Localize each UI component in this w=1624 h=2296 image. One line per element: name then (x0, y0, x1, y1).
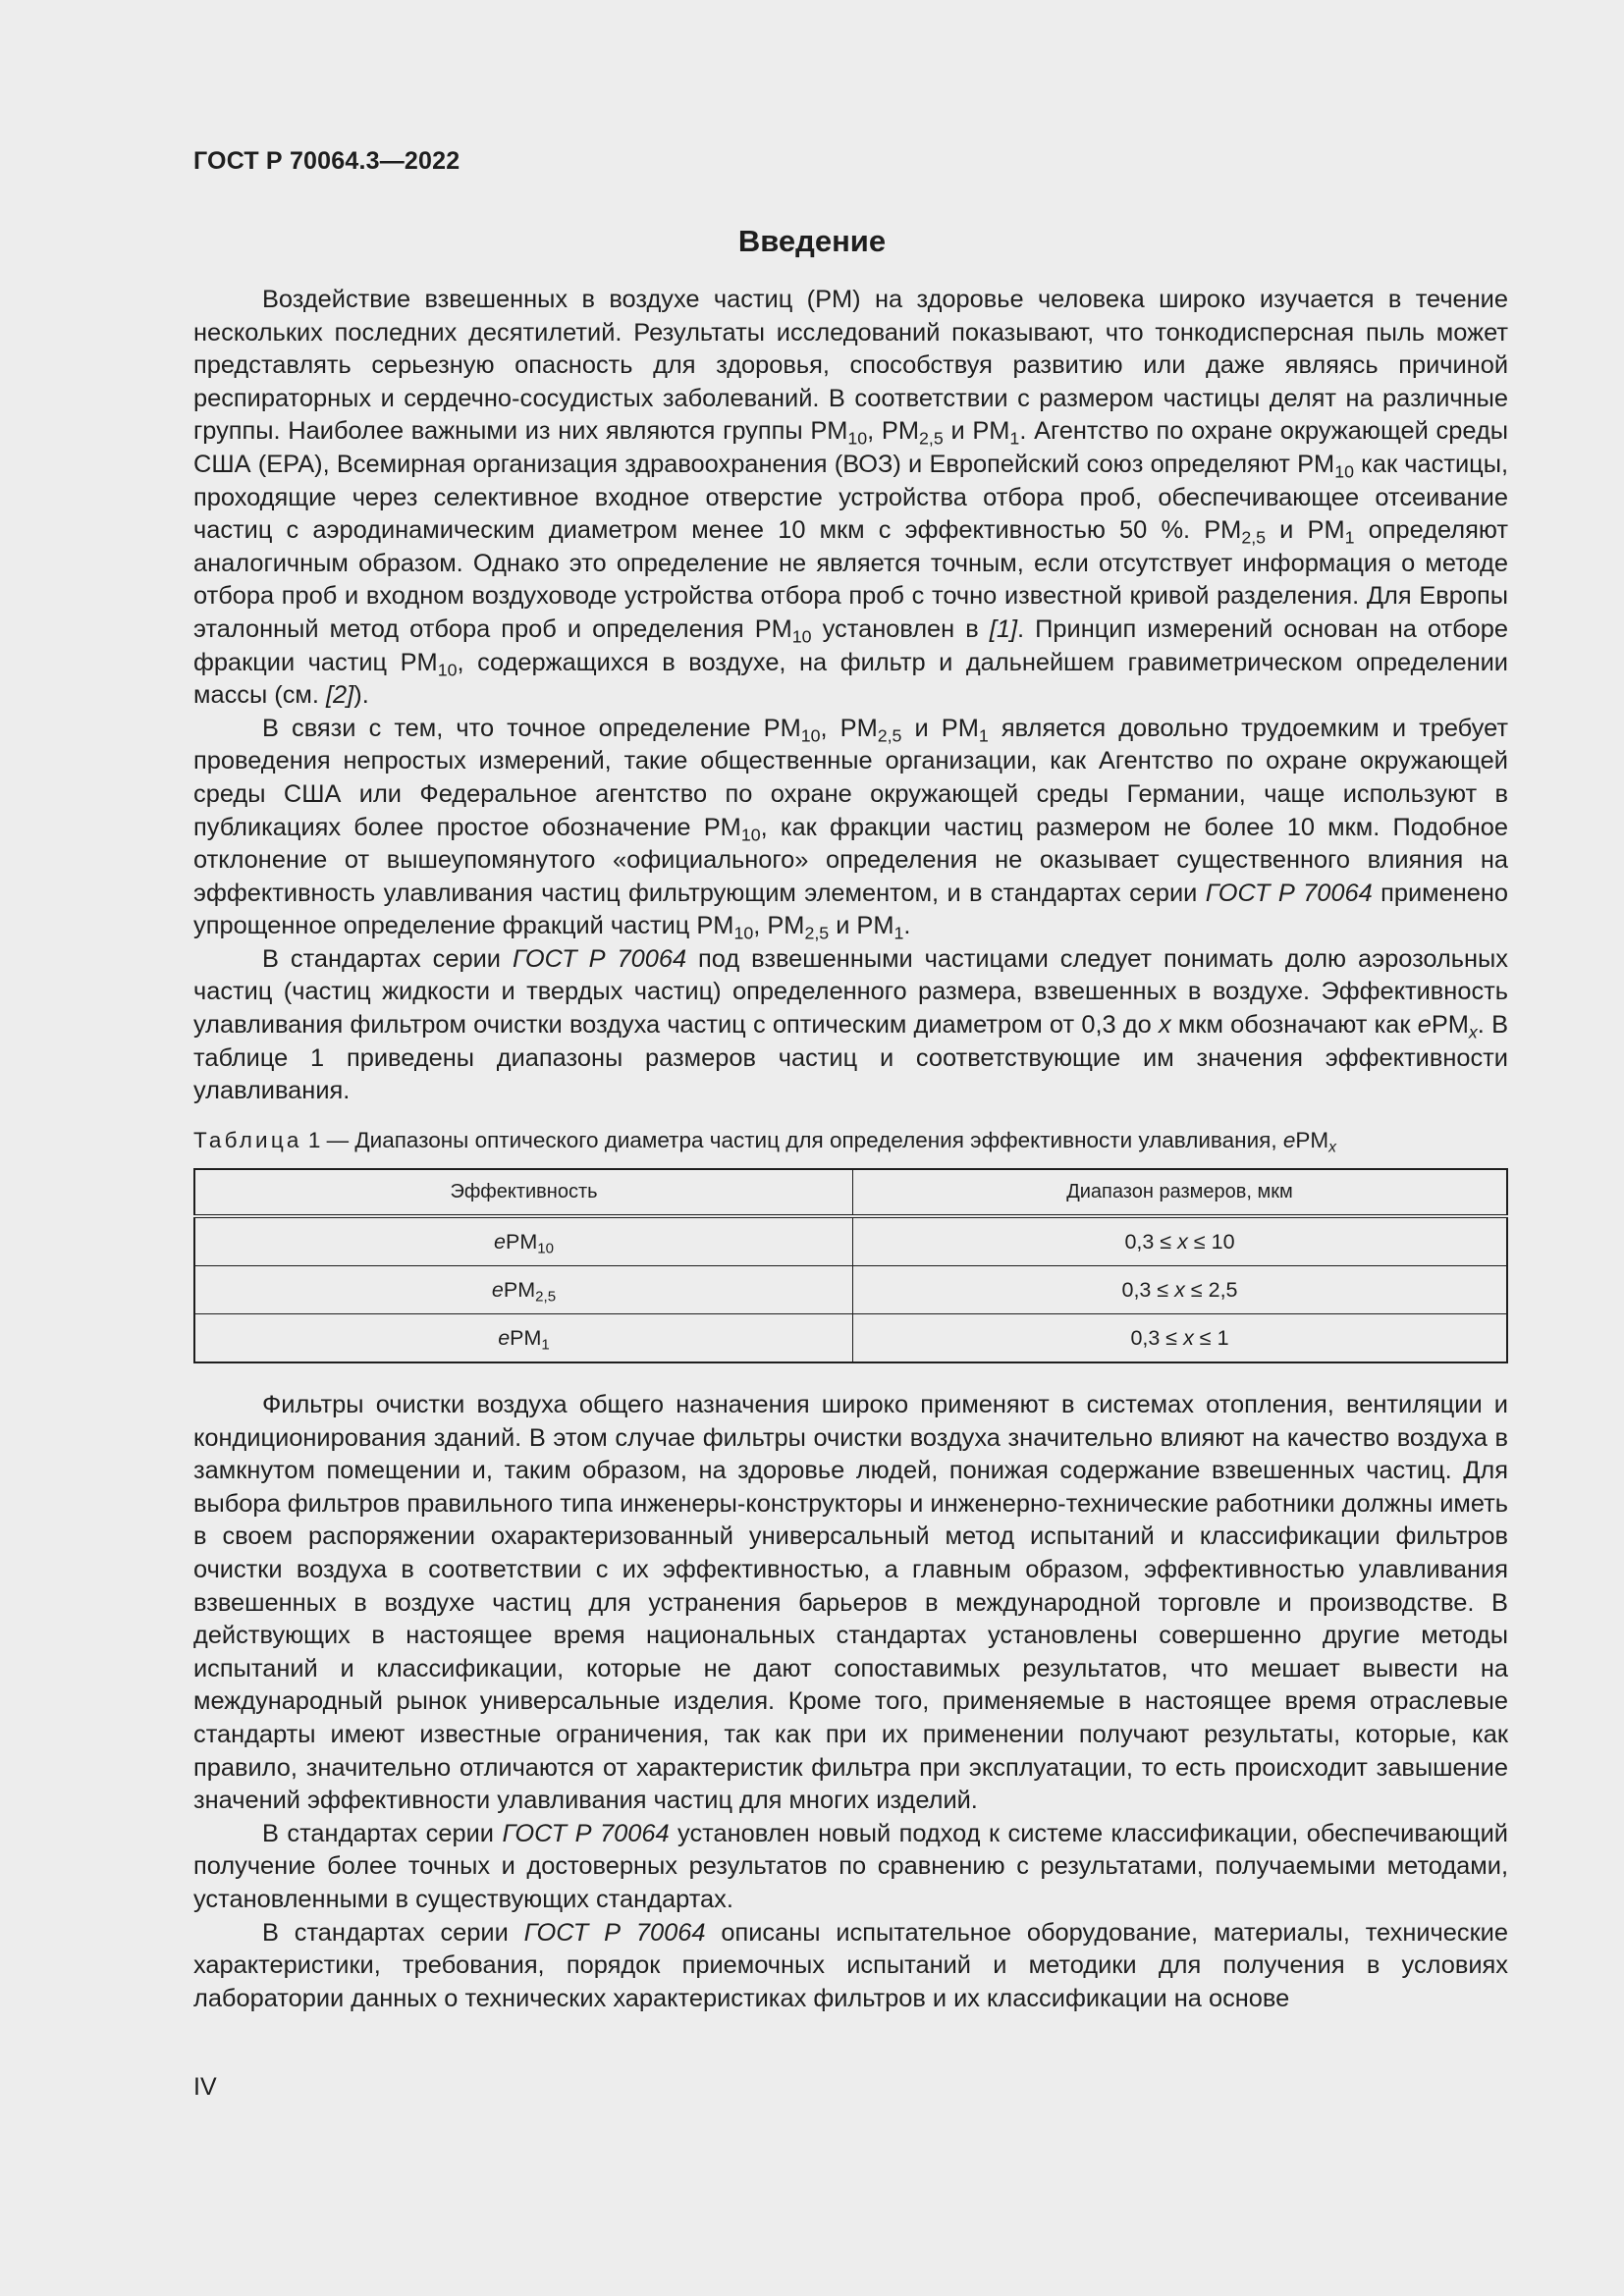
reference-1: [1] (989, 614, 1018, 643)
paragraph-5: В стандартах серии ГОСТ Р 70064 установлен новый подход к системе классификации, обеспечивающий получение более точных и достоверных результатов по сравнению с результатами, получаемыми методами, установленными в существующих стандартах. (193, 1819, 1508, 1913)
table-header-row (194, 1169, 1507, 1216)
intro-text-top (193, 284, 1508, 1108)
section-title: Введение (737, 224, 887, 258)
table-cell-range: 0,3 ≤ x ≤ 1 (853, 1314, 1508, 1363)
column-header-size-range: Диапазон размеров, мкм (853, 1169, 1508, 1216)
paragraph-1: Воздействие взвешенных в воздухе частиц (PM) на здоровье человека широко изучается в течение нескольких последних десятилетий. Результаты исследований показывают, что тонкодисперсная пыль может представлять серьезную опасность для здоровья, способствуя развитию или даже являясь причиной респираторных и сердечно-сосудистых заболеваний. В соответствии с размером частицы делят на различные группы. Наиболее важными из них являются группы $PM_{10}$, $PM_{2,5}$ и $PM_1$. Агентство по охране окружающей среды США (EPA), Всемирная организация здравоохранения (ВОЗ) и Европейский союз определяют $PM_{10}$ как частицы, проходящие через селективное входное отверстие устройства отбора проб, обеспечивающее отсеивание частиц с аэродинамическим диаметром менее 10 мкм с эффективностью 50 %. $PM_{2,5}$ и $PM_1$ определяют аналогичным образом. Однако это определение не является точным, если отсутствует информация о методе отбора проб и входном воздуховоде устройства отбора проб с точно известной кривой разделения. Для Европы эталонный метод отбора проб и определения $PM_{10}$ установлен в [1]. Принцип измерений основан на отборе фракции частиц $PM_{10}$, содержащихся в воздухе, на фильтр и дальнейшем гравиметрическом определении массы (см. [2]). (193, 286, 1509, 710)
intro-text-bottom (193, 1389, 1508, 2015)
table-cell-efficiency: ePM$_1$ (194, 1314, 853, 1363)
table-row (194, 1216, 1507, 1266)
paragraph-4: Фильтры очистки воздуха общего назначения широко применяют в системах отопления, вентиляции и кондиционирования зданий. В этом случае фильтры очистки воздуха значительно влияют на качество воздуха в замкнутом помещении и, таким образом, на здоровье людей, понижая содержание взвешенных частиц. Для выбора фильтров правильного типа инженеры-конструкторы и инженерно-технические работники должны иметь в своем распоряжении охарактеризованный универсальный метод испытаний и классификации фильтров очистки воздуха в соответствии с их эффективностью, а главным образом, эффективностью улавливания взвешенных в воздухе частиц для устранения барьеров в международной торговле и производстве. В действующих в настоящее время национальных стандартах установлены совершенно другие методы испытаний и классификации, которые не дают сопоставимых результатов, что мешает вывести на международный рынок универсальные изделия. Кроме того, применяемые в настоящее время отраслевые стандарты имеют известные ограничения, так как при их применении получают результаты, которые, как правило, значительно отличаются от характеристик фильтра при эксплуатации, то есть происходит завышение значений эффективности улавливания частиц для многих изделий. (193, 1391, 1508, 1815)
paragraph-3: В стандартах серии ГОСТ Р 70064 под взвешенными частицами следует понимать долю аэрозольных частиц (частиц жидкости и твердых частиц) определенного размера, взвешенных в воздухе. Эффективность улавливания фильтром очистки воздуха частиц с оптическим диаметром от 0,3 до x мкм обозначают как ePM$_x$. В таблице 1 приведены диапазоны размеров частиц и соответствующие им значения эффективности улавливания. (193, 944, 1509, 1105)
table-caption: Таблица 1 — Диапазоны оптического диаметра частиц для определения эффективности улавливания, ePM$_x$ (193, 1128, 1336, 1156)
table-cell-efficiency: ePM$_{2,5}$ (194, 1266, 853, 1314)
document-header: ГОСТ Р 70064.3—2022 (193, 147, 460, 175)
table-row (194, 1266, 1507, 1314)
efficiency-table (193, 1168, 1508, 1363)
table-cell-efficiency: ePM$_{10}$ (194, 1216, 853, 1266)
paragraph-2: В связи с тем, что точное определение $PM_{10}$, $PM_{2,5}$ и $PM_1$ является довольно трудоемким и требует проведения непростых измерений, такие общественные организации, как Агентство по охране окружающей среды США или Федеральное агентство по охране окружающей среды Германии, чаще используют в публикациях более простое обозначение $PM_{10}$, как фракции частиц размером не более 10 мкм. Подобное отклонение от вышеупомянутого «официального» определения не оказывает существенного влияния на эффективность улавливания частиц фильтрующим элементом, и в стандартах серии ГОСТ Р 70064 применено упрощенное определение фракций частиц $PM_{10}$, $PM_{2,5}$ и $PM_1$. (193, 714, 1509, 943)
column-header-efficiency: Эффективность (194, 1169, 853, 1216)
table-cell-range: 0,3 ≤ x ≤ 10 (853, 1216, 1508, 1266)
paragraph-6: В стандартах серии ГОСТ Р 70064 описаны испытательное оборудование, материалы, технические характеристики, требования, порядок приемочных испытаний и методики для получения в условиях лаборатории данных о технических характеристиках фильтров и их классификации на основе (193, 1918, 1508, 2012)
table-row (194, 1314, 1507, 1363)
reference-2: [2] (326, 681, 354, 710)
page-number: IV (193, 2073, 217, 2101)
table-cell-range: 0,3 ≤ x ≤ 2,5 (853, 1266, 1508, 1314)
